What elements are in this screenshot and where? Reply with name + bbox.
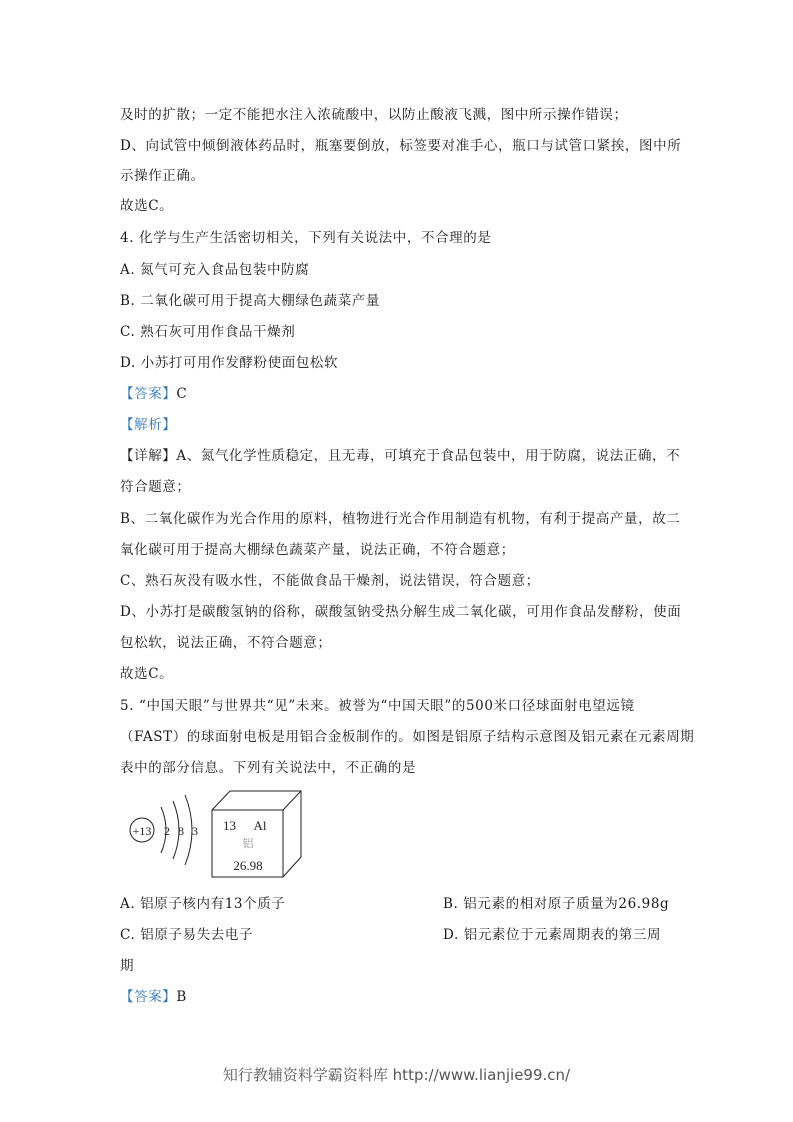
svg-text:26.98: 26.98 xyxy=(233,858,263,873)
footer-watermark: 知行教辅资料学霸资料库 http://www.lianjie99.cn/ xyxy=(222,1066,571,1084)
answer-value: B xyxy=(176,989,187,1005)
detail-line: 故选C。 xyxy=(120,666,174,682)
analysis-label: 【解析】 xyxy=(120,417,177,433)
question-5-stem: 表中的部分信息。下列有关说法中，不正确的是 xyxy=(120,760,417,776)
detail-line: 包松软，说法正确，不符合题意； xyxy=(120,635,332,651)
question-5-option-a: A. 铝原子核内有13个质子 xyxy=(120,896,286,912)
svg-text:铝: 铝 xyxy=(242,837,254,850)
detail-line: D、小苏打是碳酸氢钠的俗称，碳酸氢钠受热分解生成二氧化碳，可用作食品发酵粉，使面 xyxy=(120,604,682,620)
question-4-answer xyxy=(120,385,187,403)
answer-value: C xyxy=(176,386,188,402)
question-4-option-a: A. 氮气可充入食品包装中防腐 xyxy=(120,262,310,278)
detail-text: A、氮气化学性质稳定，且无毒，可填充于食品包装中，用于防腐，说法正确，不 xyxy=(176,448,681,464)
svg-text:2: 2 xyxy=(164,824,170,838)
detail-line xyxy=(120,447,680,465)
detail-label: 【详解】 xyxy=(120,448,177,464)
question-5-option-d: D. 铝元素位于元素周期表的第三周 xyxy=(443,927,662,943)
question-4-option-b: B. 二氧化碳可用于提高大棚绿色蔬菜产量 xyxy=(120,293,381,309)
text-line: 示操作正确。 xyxy=(120,168,205,184)
text-line: 及时的扩散；一定不能把水注入浓硫酸中，以防止酸液飞溅，图中所示操作错误； xyxy=(120,107,628,123)
question-5-stem: 5. “中国天眼”与世界共“见”未来。被誉为“中国天眼”的500米口径球面射电望远镜 xyxy=(120,698,635,714)
question-4-option-d: D. 小苏打可用作发酵粉使面包松软 xyxy=(120,355,339,371)
question-5-option-b: B. 铝元素的相对原子质量为26.98g xyxy=(443,896,670,912)
answer-label: 【答案】 xyxy=(120,386,177,402)
atom-structure-and-periodic-cell-icon xyxy=(115,785,315,885)
question-5-stem: （FAST）的球面射电板是用铝合金板制作的。如图是铝原子结构示意图及铝元素在元素周期 xyxy=(120,729,695,745)
svg-text:3: 3 xyxy=(192,824,198,838)
detail-line: B、二氧化碳作为光合作用的原料，植物进行光合作用制造有机物，有利于提高产量，故二 xyxy=(120,511,681,527)
detail-line: C、熟石灰没有吸水性，不能做食品干燥剂，说法错误，符合题意； xyxy=(120,573,540,589)
svg-text:8: 8 xyxy=(178,824,184,838)
svg-text:13: 13 xyxy=(223,818,236,833)
aluminum-atom-diagram xyxy=(115,785,315,885)
question-5-answer xyxy=(120,988,187,1006)
question-4-stem: 4. 化学与生产生活密切相关，下列有关说法中，不合理的是 xyxy=(120,230,492,246)
detail-line: 氧化碳可用于提高大棚绿色蔬菜产量，说法正确，不符合题意； xyxy=(120,542,515,558)
answer-label: 【答案】 xyxy=(120,989,177,1005)
text-line: D、向试管中倾倒液体药品时，瓶塞要倒放，标签要对准手心，瓶口与试管口紧挨，图中所 xyxy=(120,138,682,154)
question-4-option-c: C. 熟石灰可用作食品干燥剂 xyxy=(120,324,296,340)
question-5-option-c: C. 铝原子易失去电子 xyxy=(120,927,254,943)
text-line: 故选C。 xyxy=(120,198,174,214)
svg-text:Al: Al xyxy=(253,818,267,833)
detail-line: 符合题意； xyxy=(120,479,191,495)
question-5-option-d-wrap: 期 xyxy=(120,958,135,974)
svg-text:+13: +13 xyxy=(132,824,152,838)
